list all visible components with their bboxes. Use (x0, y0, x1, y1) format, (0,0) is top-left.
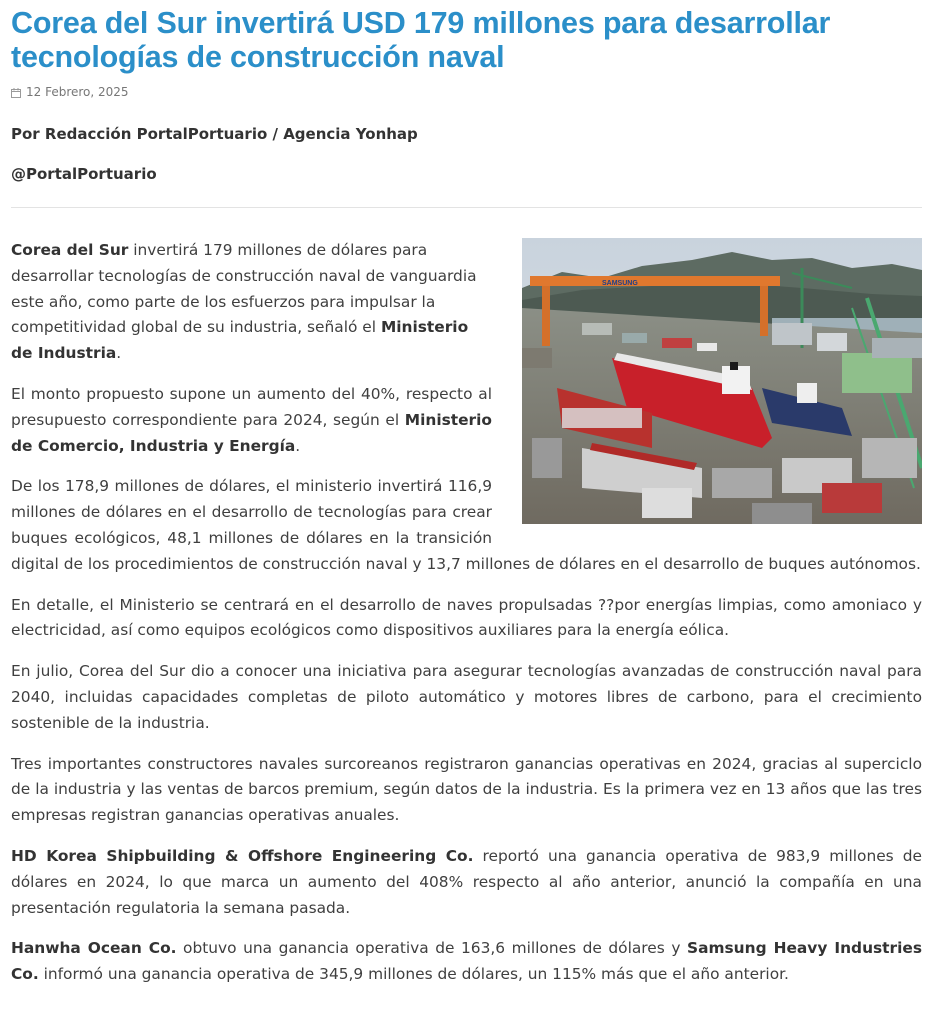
paragraph-6: Tres importantes constructores navales surcoreanos registraron ganancias operativas en 2024, gracias al superciclo de la industria y las ventas de barcos premium, según datos de la industria. Es la primera vez en 13 años que las tres empresas registran ganancias operativas anuales. (11, 754, 922, 825)
p7-text-1: reportó una ganancia operativa de 983,9 millones de dólares en 2024, lo que marca un aumento del 408% respecto al año anterior, anunció la compañía en una presentación regulatoria la semana pasada. (11, 846, 922, 917)
gantry-crane-beam (530, 276, 780, 286)
paragraph-4: En detalle, el Ministerio se centrará en el desarrollo de naves propulsadas ??por energías limpias, como amoniaco y electricidad, así como equipos ecológicos como dispositivos auxiliares para la energía eólica. (11, 595, 922, 640)
p8-bold-1: Hanwha Ocean Co. (11, 939, 177, 958)
p2-text-1: El monto propuesto supone un aumento del 40%, respecto al presupuesto correspondiente para 2024, según el (11, 384, 492, 429)
article-body (11, 238, 922, 988)
p1-text-2: . (116, 344, 122, 363)
social-handle[interactable]: @PortalPortuario (11, 165, 157, 183)
shipyard-photo (522, 238, 922, 524)
p2-text-2: . (295, 436, 301, 455)
p1-text-1: invertirá 179 millones de dólares para desarrollar tecnologías de construcción naval de vanguardia este año, como parte de los esfuerzos para impulsar la competitividad global de su industria, señaló el (11, 241, 477, 337)
paragraph-7 (11, 844, 922, 921)
p1-bold-1: Corea del Sur (11, 241, 129, 259)
divider (11, 207, 922, 208)
paragraph-8 (11, 936, 922, 988)
p8-text-2: informó una ganancia operativa de 345,9 millones de dólares, un 115% más que el año anterior. (38, 965, 789, 984)
article-meta (11, 85, 922, 99)
p8-bold-2: Samsung Heavy Industries Co. (11, 939, 923, 984)
crane-logo-text: SAMSUNG (602, 280, 638, 287)
p1-bold-2: Ministerio de Industria (11, 318, 469, 363)
p7-bold-1: HD Korea Shipbuilding & Offshore Engineering Co. (11, 846, 474, 865)
calendar-icon (11, 87, 21, 97)
p8-text-1: obtuvo una ganancia operativa de 163,6 millones de dólares y (176, 939, 687, 958)
paragraph-3: De los 178,9 millones de dólares, el ministerio invertirá 116,9 millones de dólares en el desarrollo de tecnologías para crear buques ecológicos, 48,1 millones de dólares en la transición digital de los procedimientos de construcción naval y 13,7 millones de dólares en el desarrollo de buques autónomos. (11, 477, 921, 573)
p2-bold-1: Ministerio de Comercio, Industria y Energía (11, 410, 492, 455)
publish-date: 12 Febrero, 2025 (26, 85, 129, 99)
paragraph-5: En julio, Corea del Sur dio a conocer una iniciativa para asegurar tecnologías avanzadas de construcción naval para 2040, incluidas capacidades completas de piloto automático y motores libres de carbono, para el crecimiento sostenible de la industria. (11, 662, 922, 732)
article-title: Corea del Sur invertirá USD 179 millones para desarrollar tecnologías de construcción naval (11, 6, 831, 74)
article (0, 6, 933, 988)
byline: Por Redacción PortalPortuario / Agencia Yonhap (11, 125, 418, 143)
